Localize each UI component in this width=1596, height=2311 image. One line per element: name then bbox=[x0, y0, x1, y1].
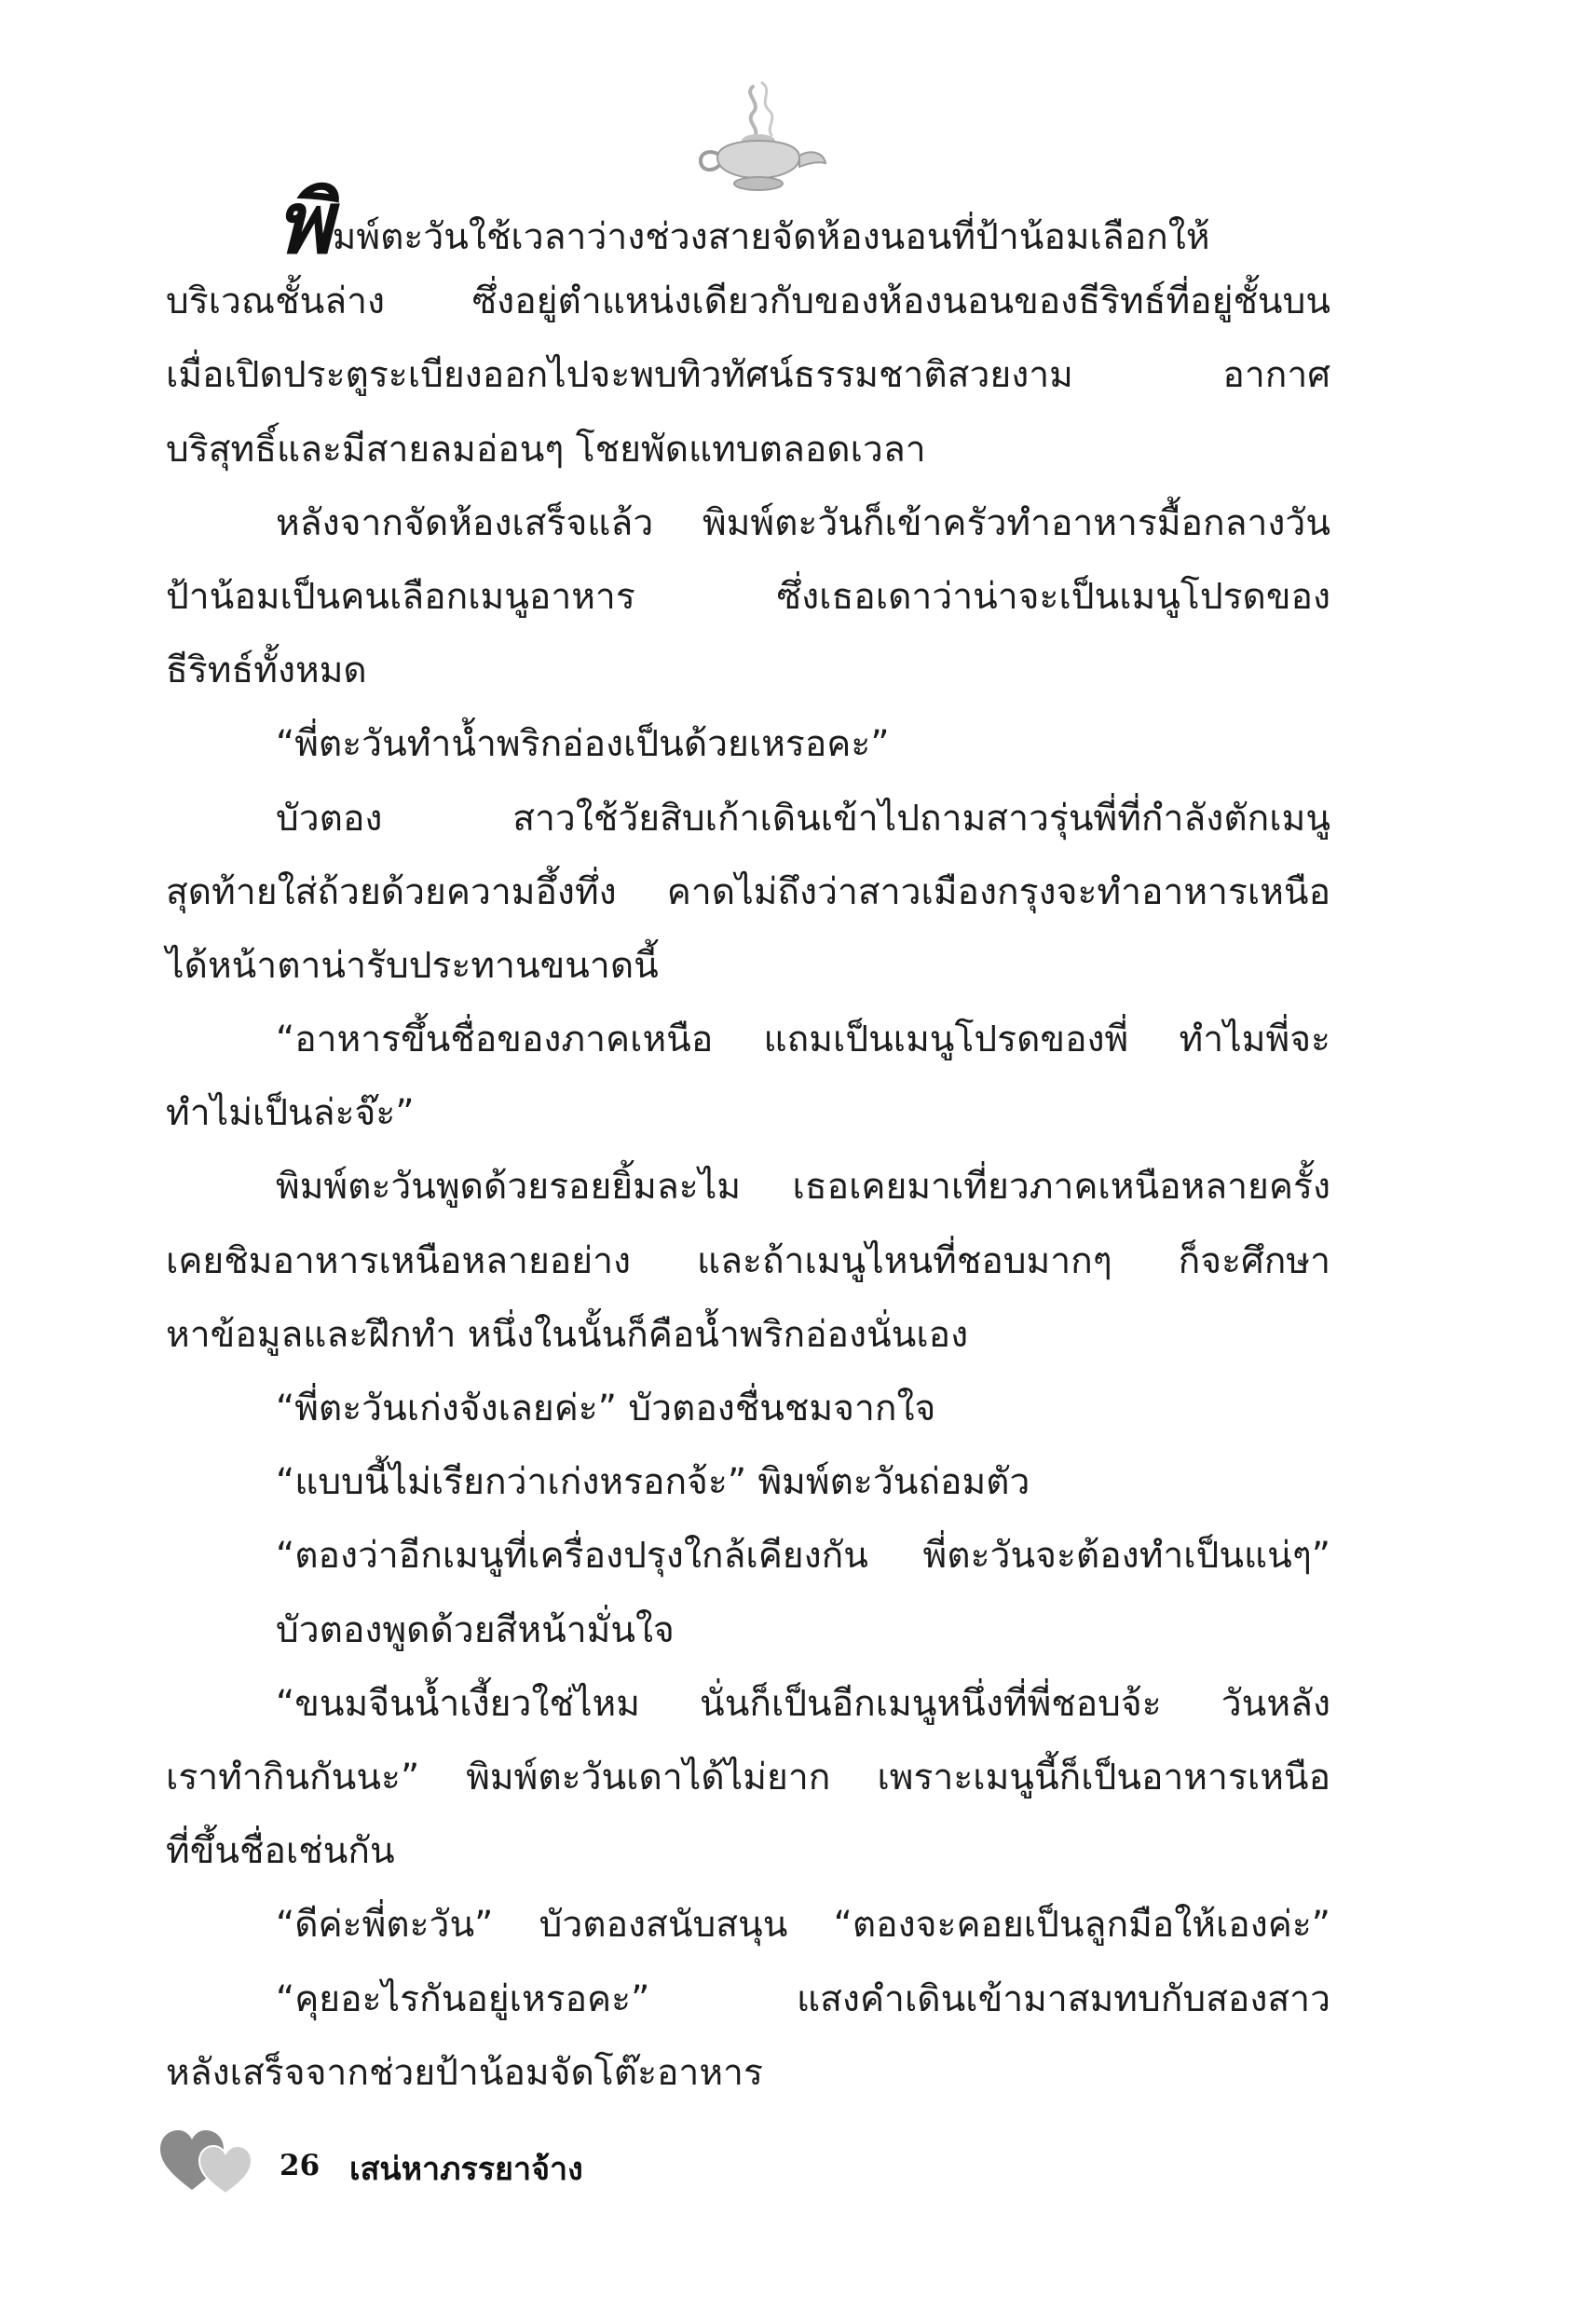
paragraph-line: ได้หน้าตาน่ารับประทานขนาดนี้ bbox=[166, 944, 659, 987]
body-text bbox=[166, 172, 1330, 2110]
paragraph-line: “พี่ตะวันทำน้ำพริกอ่องเป็นด้วยเหรอคะ” bbox=[276, 723, 890, 766]
paragraph-line: “พี่ตะวันเก่งจังเลยค่ะ” บัวตองชื่นชมจากใจ bbox=[276, 1388, 936, 1429]
paragraph-line: พิมพ์ตะวันพูดด้วยรอยยิ้มละไม เธอเคยมาเที่ยวภาคเหนือหลายครั้ง bbox=[276, 1166, 1330, 1209]
paragraph-line: สุดท้ายใส่ถ้วยด้วยความอึ้งทึ่ง คาดไม่ถึงว่าสาวเมืองกรุงจะทำอาหารเหนือ bbox=[166, 870, 1330, 913]
paragraph-line: “แบบนี้ไม่เรียกว่าเก่งหรอกจ้ะ” พิมพ์ตะวันถ่อมตัว bbox=[276, 1461, 1030, 1504]
paragraph-line: ทำไม่เป็นล่ะจ๊ะ” bbox=[166, 1092, 415, 1135]
paragraph-line: บัวตองพูดด้วยสีหน้ามั่นใจ bbox=[276, 1608, 675, 1651]
paragraph-line: ที่ขึ้นชื่อเช่นกัน bbox=[166, 1830, 395, 1873]
drop-cap: พิ bbox=[276, 172, 333, 273]
paragraph-line: หลังเสร็จจากช่วยป้าน้อมจัดโต๊ะอาหาร bbox=[166, 2051, 763, 2094]
paragraph-line: เราทำกินกันนะ” พิมพ์ตะวันเดาได้ไม่ยาก เพราะเมนูนี้ก็เป็นอาหารเหนือ bbox=[166, 1756, 1330, 1798]
book-title: เสน่หาภรรยาจ้าง bbox=[349, 2151, 583, 2188]
paragraph-line: บัวตอง สาวใช้วัยสิบเก้าเดินเข้าไปถามสาวรุ่นพี่ที่กำลังตักเมนู bbox=[276, 797, 1330, 840]
paragraph-line: “ขนมจีนน้ำเงี้ยวใช่ไหม นั่นก็เป็นอีกเมนูหนึ่งที่พี่ชอบจ้ะ วันหลัง bbox=[276, 1682, 1330, 1725]
page-footer bbox=[158, 2125, 811, 2199]
paragraph-line: “อาหารขึ้นชื่อของภาคเหนือ แถมเป็นเมนูโปรดของพี่ ทำไมพี่จะ bbox=[276, 1019, 1330, 1061]
paragraph-line: บริสุทธิ์และมีสายลมอ่อนๆ โชยพัดแทบตลอดเวลา bbox=[166, 428, 926, 471]
magic-lamp-icon bbox=[680, 79, 829, 196]
paragraph-line: บริเวณชั้นล่าง ซึ่งอยู่ตำแหน่งเดียวกับของห้องนอนของธีริทธ์ที่อยู่ชั้นบน bbox=[166, 280, 1330, 323]
paragraph-line: “ตองว่าอีกเมนูที่เครื่องปรุงใกล้เคียงกัน พี่ตะวันจะต้องทำเป็นแน่ๆ” bbox=[276, 1535, 1330, 1578]
paragraph-line: “คุยอะไรกันอยู่เหรอคะ” แสงคำเดินเข้ามาสมทบกับสองสาว bbox=[276, 1977, 1330, 2020]
line-text: มพ์ตะวันใช้เวลาว่างช่วงสายจัดห้องนอนที่ป้าน้อมเลือกให้ bbox=[332, 216, 1210, 258]
paragraph-line: ป้าน้อมเป็นคนเลือกเมนูอาหาร ซึ่งเธอเดาว่าน่าจะเป็นเมนูโปรดของ bbox=[166, 575, 1330, 618]
paragraph-line bbox=[166, 172, 1330, 273]
paragraph-line: “ดีค่ะพี่ตะวัน” บัวตองสนับสนุน “ตองจะคอยเป็นลูกมือให้เองค่ะ” bbox=[276, 1904, 1330, 1947]
paragraph-line: หาข้อมูลและฝึกทำ หนึ่งในนั้นก็คือน้ำพริกอ่องนั่นเอง bbox=[166, 1313, 969, 1356]
paragraph-line: ธีริทธ์ทั้งหมด bbox=[166, 650, 367, 692]
hearts-icon bbox=[158, 2125, 261, 2195]
page-number: 26 bbox=[280, 2149, 321, 2182]
paragraph-line: หลังจากจัดห้องเสร็จแล้ว พิมพ์ตะวันก็เข้าครัวทำอาหารมื้อกลางวัน bbox=[276, 501, 1330, 544]
paragraph-line: เมื่อเปิดประตูระเบียงออกไปจะพบทิวทัศน์ธรรมชาติสวยงาม อากาศ bbox=[166, 354, 1330, 397]
paragraph-line: เคยชิมอาหารเหนือหลายอย่าง และถ้าเมนูไหนที่ชอบมากๆ ก็จะศึกษา bbox=[166, 1239, 1330, 1282]
